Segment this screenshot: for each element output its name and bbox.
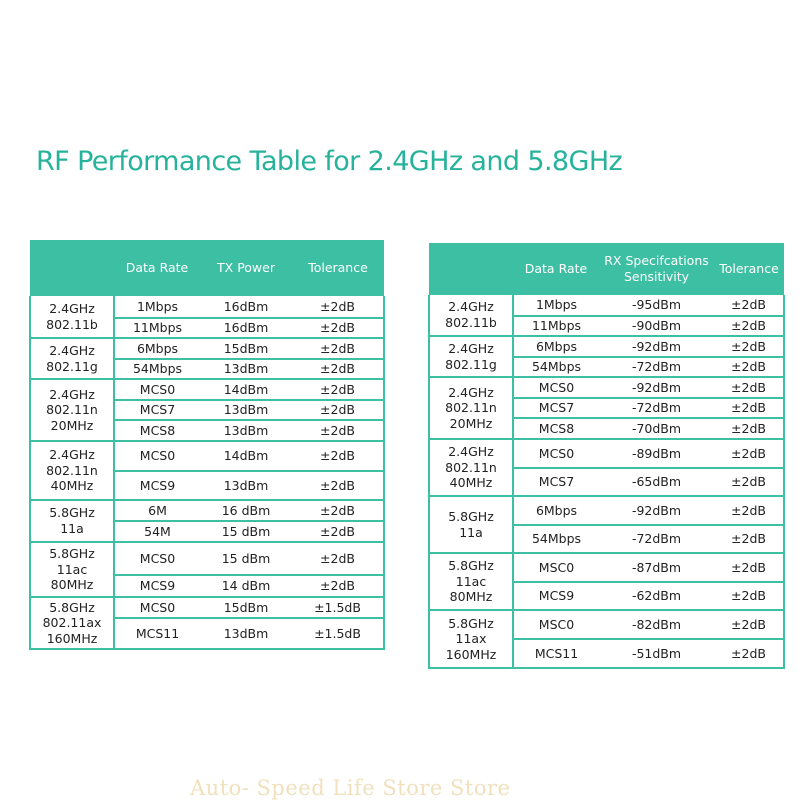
tolerance-cell: ±2dB xyxy=(714,468,784,496)
data-rate-cell: MSC0 xyxy=(513,610,599,639)
data-rate-cell: MCS11 xyxy=(513,639,599,668)
table-row xyxy=(30,441,384,471)
value-cell: 13dBm xyxy=(200,618,292,649)
tolerance-cell: ±2dB xyxy=(714,316,784,336)
data-rate-cell: MSC0 xyxy=(513,553,599,582)
data-rate-cell: 54Mbps xyxy=(513,357,599,377)
tolerance-cell: ±2dB xyxy=(714,496,784,525)
table-row xyxy=(429,610,784,639)
band-label: 5.8GHz 11a xyxy=(429,496,513,553)
value-cell: 13dBm xyxy=(200,420,292,441)
table-row xyxy=(429,439,784,468)
tolerance-cell: ±2dB xyxy=(714,357,784,377)
data-rate-cell: MCS0 xyxy=(114,597,200,618)
value-cell: -87dBm xyxy=(599,553,714,582)
value-cell: -51dBm xyxy=(599,639,714,668)
table-row xyxy=(30,542,384,575)
tolerance-cell: ±1.5dB xyxy=(292,597,384,618)
header-row xyxy=(429,243,784,295)
value-cell: -72dBm xyxy=(599,525,714,553)
band-label: 2.4GHz 802.11b xyxy=(30,296,114,338)
table-row xyxy=(429,336,784,357)
data-rate-cell: 11Mbps xyxy=(513,316,599,336)
tolerance-cell: ±2dB xyxy=(714,639,784,668)
tolerance-cell: ±2dB xyxy=(714,418,784,439)
tolerance-cell: ±2dB xyxy=(292,296,384,318)
band-label: 5.8GHz 11a xyxy=(30,500,114,542)
tolerance-cell: ±2dB xyxy=(292,359,384,379)
data-rate-cell: MCS9 xyxy=(114,471,200,500)
band-label: 5.8GHz 11ax 160MHz xyxy=(429,610,513,668)
tolerance-cell: ±2dB xyxy=(714,377,784,398)
data-rate-cell: 54Mbps xyxy=(513,525,599,553)
value-cell: 16dBm xyxy=(200,318,292,338)
tolerance-cell: ±2dB xyxy=(292,420,384,441)
band-label: 2.4GHz 802.11g xyxy=(429,336,513,377)
table-row xyxy=(429,377,784,398)
value-cell: -95dBm xyxy=(599,295,714,316)
data-rate-cell: MCS7 xyxy=(513,468,599,496)
value-cell: -72dBm xyxy=(599,357,714,377)
tolerance-cell: ±2dB xyxy=(714,336,784,357)
rx-performance-table xyxy=(428,243,785,669)
corner-header xyxy=(30,240,114,296)
data-rate-cell: MCS0 xyxy=(114,379,200,400)
data-rate-cell: MCS8 xyxy=(114,420,200,441)
tolerance-header: Tolerance xyxy=(292,240,384,296)
tx-performance-table xyxy=(29,240,385,650)
value-header: RX Specifcations Sensitivity xyxy=(599,243,714,295)
data-rate-cell: 6Mbps xyxy=(513,336,599,357)
tolerance-cell: ±2dB xyxy=(714,295,784,316)
data-rate-cell: MCS8 xyxy=(513,418,599,439)
table-row xyxy=(429,496,784,525)
value-cell: -92dBm xyxy=(599,336,714,357)
data-rate-cell: MCS11 xyxy=(114,618,200,649)
data-rate-cell: MCS7 xyxy=(513,398,599,418)
value-cell: -92dBm xyxy=(599,496,714,525)
table-row xyxy=(30,500,384,521)
band-label: 2.4GHz 802.11g xyxy=(30,338,114,379)
data-rate-cell: 1Mbps xyxy=(114,296,200,318)
band-label: 2.4GHz 802.11n 40MHz xyxy=(30,441,114,500)
data-rate-cell: 6M xyxy=(114,500,200,521)
value-cell: 15 dBm xyxy=(200,542,292,575)
value-cell: 15dBm xyxy=(200,597,292,618)
data-rate-cell: MCS9 xyxy=(114,575,200,597)
value-header: TX Power xyxy=(200,240,292,296)
data-rate-cell: 54M xyxy=(114,521,200,542)
tolerance-cell: ±2dB xyxy=(292,338,384,359)
value-cell: -65dBm xyxy=(599,468,714,496)
value-cell: 16dBm xyxy=(200,296,292,318)
value-cell: -92dBm xyxy=(599,377,714,398)
value-cell: 15 dBm xyxy=(200,521,292,542)
value-cell: 13dBm xyxy=(200,359,292,379)
band-label: 2.4GHz 802.11n 20MHz xyxy=(30,379,114,441)
tolerance-cell: ±1.5dB xyxy=(292,618,384,649)
table-row xyxy=(30,597,384,618)
tolerance-header: Tolerance xyxy=(714,243,784,295)
data-rate-cell: 6Mbps xyxy=(513,496,599,525)
data-rate-cell: MCS0 xyxy=(114,441,200,471)
table-row xyxy=(30,296,384,318)
value-cell: -70dBm xyxy=(599,418,714,439)
band-label: 2.4GHz 802.11n 40MHz xyxy=(429,439,513,496)
data-rate-cell: MCS0 xyxy=(513,439,599,468)
data-rate-cell: 6Mbps xyxy=(114,338,200,359)
value-cell: 13dBm xyxy=(200,471,292,500)
value-cell: 15dBm xyxy=(200,338,292,359)
band-label: 5.8GHz 11ac 80MHz xyxy=(429,553,513,610)
value-cell: 16 dBm xyxy=(200,500,292,521)
watermark-text: Auto- Speed Life Store Store xyxy=(190,776,511,800)
table-row xyxy=(30,379,384,400)
tolerance-cell: ±2dB xyxy=(714,525,784,553)
page-title: RF Performance Table for 2.4GHz and 5.8GHz xyxy=(36,146,623,177)
data-rate-cell: MCS0 xyxy=(513,377,599,398)
table-row xyxy=(429,553,784,582)
value-cell: 14dBm xyxy=(200,441,292,471)
value-cell: -62dBm xyxy=(599,582,714,610)
data-rate-cell: MCS0 xyxy=(114,542,200,575)
tolerance-cell: ±2dB xyxy=(714,398,784,418)
header-row xyxy=(30,240,384,296)
tolerance-cell: ±2dB xyxy=(714,553,784,582)
band-label: 2.4GHz 802.11n 20MHz xyxy=(429,377,513,439)
data-rate-cell: 11Mbps xyxy=(114,318,200,338)
tolerance-cell: ±2dB xyxy=(292,521,384,542)
corner-header xyxy=(429,243,513,295)
tolerance-cell: ±2dB xyxy=(292,441,384,471)
value-cell: 14 dBm xyxy=(200,575,292,597)
value-cell: -89dBm xyxy=(599,439,714,468)
band-label: 5.8GHz 11ac 80MHz xyxy=(30,542,114,597)
tolerance-cell: ±2dB xyxy=(292,542,384,575)
table-row xyxy=(429,295,784,316)
band-label: 5.8GHz 802.11ax 160MHz xyxy=(30,597,114,649)
value-cell: -82dBm xyxy=(599,610,714,639)
value-cell: -72dBm xyxy=(599,398,714,418)
data-rate-header: Data Rate xyxy=(114,240,200,296)
data-rate-cell: MCS9 xyxy=(513,582,599,610)
data-rate-cell: 1Mbps xyxy=(513,295,599,316)
tolerance-cell: ±2dB xyxy=(292,471,384,500)
value-cell: -90dBm xyxy=(599,316,714,336)
tolerance-cell: ±2dB xyxy=(292,575,384,597)
value-cell: 13dBm xyxy=(200,400,292,420)
tolerance-cell: ±2dB xyxy=(292,400,384,420)
tolerance-cell: ±2dB xyxy=(714,582,784,610)
tolerance-cell: ±2dB xyxy=(714,439,784,468)
tolerance-cell: ±2dB xyxy=(714,610,784,639)
data-rate-cell: MCS7 xyxy=(114,400,200,420)
band-label: 2.4GHz 802.11b xyxy=(429,295,513,336)
tolerance-cell: ±2dB xyxy=(292,318,384,338)
table-row xyxy=(30,338,384,359)
data-rate-header: Data Rate xyxy=(513,243,599,295)
tolerance-cell: ±2dB xyxy=(292,500,384,521)
data-rate-cell: 54Mbps xyxy=(114,359,200,379)
tolerance-cell: ±2dB xyxy=(292,379,384,400)
value-cell: 14dBm xyxy=(200,379,292,400)
